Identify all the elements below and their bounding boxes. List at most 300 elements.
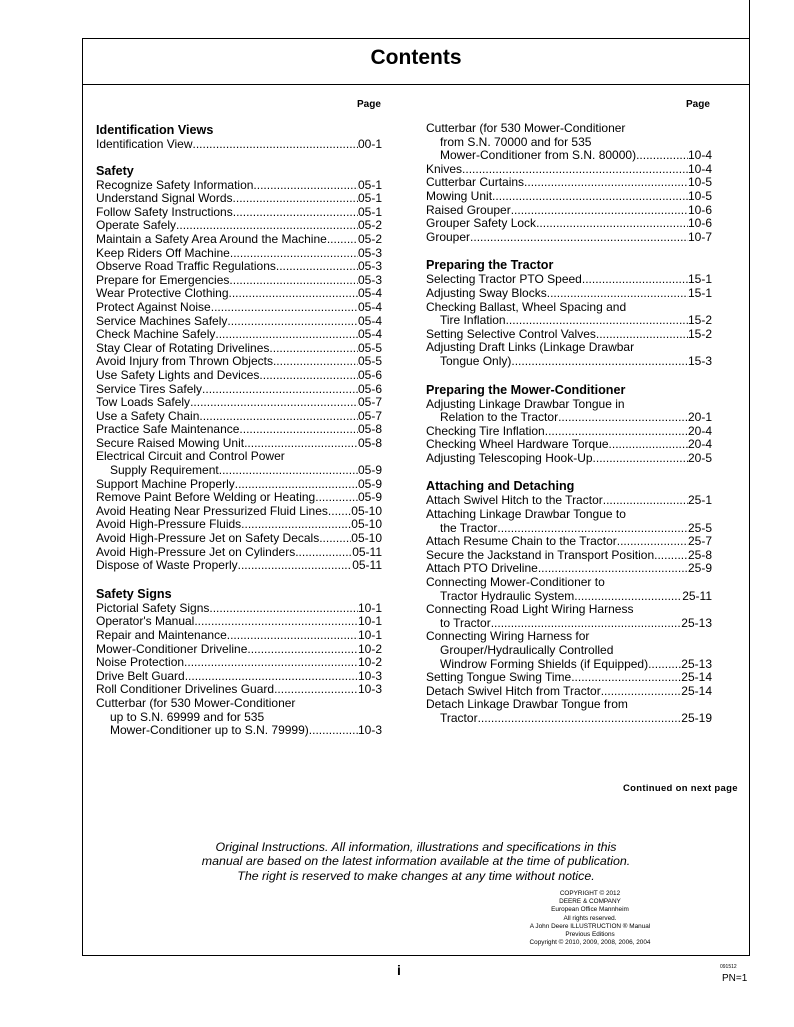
continued-note: Continued on next page bbox=[623, 783, 738, 794]
toc-entry-page: 05-6 bbox=[357, 367, 382, 382]
toc-dot-leader bbox=[176, 219, 358, 233]
toc-entry-label: Follow Safety Instructions bbox=[96, 204, 233, 219]
toc-entry-label: Attach PTO Driveline bbox=[426, 561, 538, 576]
toc-entry bbox=[426, 617, 712, 631]
toc-entry-text: Cutterbar (for 530 Mower-Conditioner bbox=[426, 121, 626, 135]
toc-dot-leader bbox=[524, 176, 688, 190]
toc-entry-page: 05-9 bbox=[357, 490, 382, 505]
toc-entry-label: Repair and Maintenance bbox=[96, 628, 227, 642]
toc-entry bbox=[96, 656, 382, 670]
toc-entry-page: 05-11 bbox=[352, 558, 382, 573]
toc-entry bbox=[96, 247, 382, 261]
copyright-line: A John Deere ILLUSTRUCTION ® Manual bbox=[529, 922, 651, 930]
toc-dot-leader bbox=[233, 206, 358, 220]
toc-entry bbox=[426, 685, 712, 699]
toc-entry bbox=[426, 217, 712, 231]
toc-entry-label: Wear Protective Clothing bbox=[96, 286, 229, 301]
toc-entry-page: 25-7 bbox=[687, 534, 712, 549]
toc-column-left bbox=[96, 115, 382, 738]
toc-dot-leader bbox=[319, 532, 351, 546]
toc-entry-label: Secure Raised Mowing Unit bbox=[96, 435, 245, 450]
toc-entry-label: Grouper bbox=[426, 229, 471, 244]
toc-entry-page: 10-2 bbox=[357, 655, 382, 670]
toc-entry bbox=[96, 315, 382, 329]
toc-entry bbox=[426, 149, 712, 163]
toc-dot-leader bbox=[230, 247, 358, 261]
toc-entry-text: Attaching Linkage Drawbar Tongue to bbox=[426, 507, 626, 522]
toc-entry bbox=[96, 559, 382, 573]
toc-dot-leader bbox=[309, 724, 358, 738]
toc-entry-page: 05-4 bbox=[357, 286, 382, 301]
toc-entry bbox=[426, 522, 712, 536]
toc-dot-leader bbox=[582, 273, 688, 287]
toc-dot-leader bbox=[571, 671, 681, 685]
section-heading: Preparing the Mower-Conditioner bbox=[426, 382, 626, 397]
toc-entry-text: Checking Ballast, Wheel Spacing and bbox=[426, 299, 627, 314]
toc-entry-label: Mowing Unit bbox=[426, 188, 493, 203]
toc-entry-page: 25-13 bbox=[681, 615, 712, 630]
toc-dot-leader bbox=[219, 464, 358, 478]
section-heading: Identification Views bbox=[96, 123, 214, 137]
toc-dot-leader bbox=[215, 328, 358, 342]
toc-dot-leader bbox=[492, 190, 688, 204]
toc-entry bbox=[426, 314, 712, 328]
toc-entry-label: Avoid Injury from Thrown Objects bbox=[96, 354, 273, 369]
toc-dot-leader bbox=[328, 505, 351, 519]
toc-entry-page: 20-4 bbox=[687, 423, 712, 438]
toc-entry bbox=[96, 724, 382, 738]
section-heading: Safety Signs bbox=[96, 586, 172, 601]
document-code: 091512 bbox=[720, 964, 737, 970]
page-number: i bbox=[397, 962, 401, 978]
toc-entry-page: 10-7 bbox=[687, 229, 712, 244]
toc-entry-page: 05-10 bbox=[351, 517, 382, 532]
page-title: Contents bbox=[370, 46, 462, 69]
toc-entry bbox=[96, 342, 382, 356]
toc-entry-label: Stay Clear of Rotating Drivelines bbox=[96, 340, 270, 355]
toc-entry-page: 10-5 bbox=[687, 175, 712, 190]
toc-entry-label: Service Machines Safely bbox=[96, 313, 228, 328]
toc-entry-label: the Tractor bbox=[440, 520, 498, 535]
toc-entry-label: Identification View bbox=[96, 137, 193, 151]
toc-entry-page: 25-8 bbox=[687, 547, 712, 562]
toc-entry-label: to Tractor bbox=[440, 615, 491, 630]
toc-entry-label: Checking Wheel Hardware Torque bbox=[426, 437, 609, 452]
toc-entry-label: Service Tires Safely bbox=[96, 381, 203, 396]
toc-entry bbox=[426, 549, 712, 563]
toc-entry-label: Operator's Manual bbox=[96, 614, 195, 629]
toc-entry-label: Mower-Conditioner up to S.N. 79999) bbox=[110, 723, 309, 738]
toc-entry-page: 05-10 bbox=[351, 503, 382, 518]
toc-dot-leader bbox=[511, 204, 688, 218]
toc-entry bbox=[426, 712, 712, 726]
toc-entry-label: Grouper Safety Lock bbox=[426, 216, 537, 231]
toc-dot-leader bbox=[227, 629, 358, 643]
toc-entry bbox=[96, 233, 382, 247]
toc-dot-leader bbox=[617, 535, 688, 549]
toc-entry-text: Detach Linkage Drawbar Tongue from bbox=[426, 697, 628, 712]
toc-entry bbox=[96, 179, 382, 193]
toc-entry bbox=[426, 190, 712, 204]
toc-entry-text: Connecting Road Light Wiring Harness bbox=[426, 602, 634, 617]
toc-entry-page: 05-9 bbox=[357, 463, 382, 478]
toc-entry bbox=[96, 546, 382, 560]
toc-entry-label: Setting Tongue Swing Time bbox=[426, 670, 572, 685]
copyright-line: DEERE & COMPANY bbox=[559, 898, 621, 906]
pn-label: PN=1 bbox=[722, 973, 748, 984]
toc-dot-leader bbox=[491, 617, 682, 631]
toc-entry-text: Connecting Wiring Harness for bbox=[426, 629, 590, 644]
toc-dot-leader bbox=[511, 355, 688, 369]
toc-entry bbox=[96, 328, 382, 342]
toc-entry-page: 15-2 bbox=[687, 326, 712, 341]
toc-dot-leader bbox=[558, 411, 688, 425]
section-spacer bbox=[426, 465, 712, 479]
crop-mark bbox=[749, 0, 750, 38]
toc-entry-text: Adjusting Draft Links (Linkage Drawbar bbox=[426, 340, 635, 355]
toc-entry-label: Keep Riders Off Machine bbox=[96, 245, 230, 260]
toc-entry-label: Support Machine Properly bbox=[96, 476, 235, 491]
toc-entry-text: Cutterbar (for 530 Mower-Conditioner bbox=[96, 695, 296, 710]
toc-dot-leader bbox=[194, 615, 358, 629]
toc-dot-leader bbox=[497, 522, 688, 536]
toc-dot-leader bbox=[574, 590, 682, 604]
disclaimer-line: Original Instructions. All information, illustrations and specifications in this bbox=[215, 840, 617, 854]
toc-entry bbox=[426, 287, 712, 301]
toc-entry-label: Supply Requirement bbox=[110, 463, 219, 478]
toc-entry bbox=[96, 683, 382, 697]
section-spacer bbox=[426, 369, 712, 383]
toc-entry-page: 05-1 bbox=[357, 177, 382, 192]
toc-entry-text: up to S.N. 69999 and for 535 bbox=[110, 709, 265, 724]
toc-entry-page: 25-11 bbox=[682, 588, 712, 603]
disclaimer-line: The right is reserved to make changes at any time without notice. bbox=[237, 868, 595, 883]
toc-dot-leader bbox=[235, 478, 358, 492]
toc-entry bbox=[96, 274, 382, 288]
toc-entry bbox=[96, 491, 382, 505]
toc-entry-label: Observe Road Traffic Regulations bbox=[96, 259, 276, 274]
toc-dot-leader bbox=[244, 437, 358, 451]
toc-entry bbox=[96, 505, 382, 519]
page-column-header-right: Page bbox=[686, 99, 710, 110]
toc-dot-leader bbox=[601, 685, 682, 699]
page-column-header-left: Page bbox=[357, 99, 381, 110]
toc-dot-leader bbox=[269, 342, 358, 356]
toc-dot-leader bbox=[229, 287, 358, 301]
copyright-line: European Office Mannheim bbox=[551, 906, 629, 914]
toc-entry-label: Maintain a Safety Area Around the Machine bbox=[96, 231, 327, 246]
toc-entry bbox=[96, 287, 382, 301]
toc-entry-label: Selecting Tractor PTO Speed bbox=[426, 272, 582, 287]
toc-entry-page: 05-2 bbox=[357, 231, 382, 246]
toc-entry-label: Prepare for Emergencies bbox=[96, 272, 230, 287]
toc-entry bbox=[426, 658, 712, 672]
toc-entry bbox=[426, 355, 712, 369]
toc-entry-page: 05-4 bbox=[357, 327, 382, 342]
toc-entry bbox=[426, 204, 712, 218]
toc-dot-leader bbox=[229, 274, 358, 288]
toc-dot-leader bbox=[238, 559, 353, 573]
toc-entry-label: Pictorial Safety Signs bbox=[96, 600, 210, 615]
toc-entry bbox=[426, 163, 712, 177]
toc-entry bbox=[426, 176, 712, 190]
toc-entry-page: 10-5 bbox=[687, 188, 712, 203]
toc-entry-label: Avoid High-Pressure Jet on Cylinders bbox=[96, 544, 296, 559]
toc-entry-page: 15-1 bbox=[687, 272, 712, 287]
toc-entry-label: Tractor bbox=[440, 710, 478, 725]
toc-entry-label: Use Safety Lights and Devices bbox=[96, 367, 260, 382]
toc-entry-page: 10-4 bbox=[687, 161, 712, 176]
toc-entry-label: Tow Loads Safely bbox=[96, 395, 191, 410]
toc-dot-leader bbox=[190, 396, 358, 410]
section-spacer bbox=[96, 573, 382, 587]
toc-entry bbox=[96, 260, 382, 274]
toc-entry-page: 10-1 bbox=[357, 628, 382, 642]
toc-entry-label: Roll Conditioner Drivelines Guard bbox=[96, 682, 275, 697]
toc-entry-label: Relation to the Tractor bbox=[440, 410, 559, 425]
toc-dot-leader bbox=[184, 656, 358, 670]
toc-entry-label: Raised Grouper bbox=[426, 202, 511, 217]
toc-entry-page: 05-1 bbox=[357, 204, 382, 219]
toc-entry-page: 25-14 bbox=[681, 670, 712, 685]
copyright-line: Copyright © 2010, 2009, 2008, 2006, 2004 bbox=[529, 939, 651, 947]
toc-entry-label: Windrow Forming Shields (if Equipped) bbox=[440, 656, 649, 671]
toc-entry-page: 05-8 bbox=[357, 435, 382, 450]
toc-entry-label: Mower-Conditioner Driveline bbox=[96, 641, 248, 656]
title-rule bbox=[82, 84, 750, 85]
section-spacer bbox=[96, 152, 382, 164]
section-heading: Preparing the Tractor bbox=[426, 258, 554, 273]
toc-entry bbox=[96, 206, 382, 220]
toc-entry bbox=[96, 423, 382, 437]
toc-entry-page: 20-1 bbox=[687, 410, 712, 425]
toc-entry-page: 10-3 bbox=[357, 682, 382, 697]
toc-entry-text: Grouper/Hydraulically Controlled bbox=[440, 643, 614, 657]
toc-dot-leader bbox=[202, 383, 358, 397]
toc-entry-label: Detach Swivel Hitch from Tractor bbox=[426, 683, 601, 698]
toc-dot-leader bbox=[648, 658, 681, 672]
toc-entry-label: Adjusting Telescoping Hook-Up bbox=[426, 450, 593, 465]
toc-dot-leader bbox=[327, 233, 358, 247]
toc-entry bbox=[96, 518, 382, 532]
toc-entry-page: 05-3 bbox=[357, 245, 382, 260]
toc-entry bbox=[96, 396, 382, 410]
toc-dot-leader bbox=[253, 179, 358, 193]
toc-entry bbox=[96, 464, 382, 478]
toc-entry-label: Understand Signal Words bbox=[96, 191, 233, 206]
toc-dot-leader bbox=[538, 562, 688, 576]
copyright-line: All rights reserved. bbox=[563, 914, 617, 922]
toc-entry-page: 15-1 bbox=[687, 285, 712, 300]
toc-entry bbox=[426, 273, 712, 287]
toc-dot-leader bbox=[654, 549, 688, 563]
toc-dot-leader bbox=[462, 163, 688, 177]
toc-entry bbox=[96, 670, 382, 684]
toc-entry bbox=[426, 438, 712, 452]
toc-dot-leader bbox=[315, 491, 358, 505]
toc-dot-leader bbox=[227, 315, 358, 329]
section-spacer bbox=[426, 244, 712, 258]
section-spacer bbox=[96, 115, 382, 123]
toc-entry-label: Operate Safely bbox=[96, 218, 177, 233]
toc-entry bbox=[96, 478, 382, 492]
toc-entry-page: 10-6 bbox=[687, 216, 712, 231]
toc-entry-page: 05-5 bbox=[357, 340, 382, 355]
toc-entry-page: 25-19 bbox=[681, 710, 712, 725]
toc-entry-label: Cutterbar Curtains bbox=[426, 175, 525, 190]
toc-entry-page: 05-7 bbox=[357, 395, 382, 410]
toc-dot-leader bbox=[241, 518, 351, 532]
toc-dot-leader bbox=[593, 452, 688, 466]
toc-entry-label: Avoid High-Pressure Fluids bbox=[96, 517, 242, 532]
toc-entry-page: 20-5 bbox=[687, 450, 712, 465]
toc-entry-label: Tire Inflation bbox=[440, 313, 506, 328]
toc-entry-page: 05-8 bbox=[357, 422, 382, 437]
toc-dot-leader bbox=[596, 328, 688, 342]
disclaimer-line: manual are based on the latest information available at the time of publication. bbox=[201, 854, 631, 869]
toc-entry bbox=[96, 355, 382, 369]
toc-entry-page: 10-2 bbox=[357, 641, 382, 656]
toc-entry bbox=[96, 615, 382, 629]
toc-entry-label: Attach Swivel Hitch to the Tractor bbox=[426, 493, 603, 508]
toc-entry-page: 10-4 bbox=[687, 148, 712, 163]
toc-dot-leader bbox=[239, 423, 358, 437]
toc-entry-page: 15-2 bbox=[687, 313, 712, 328]
toc-entry-text: Connecting Mower-Conditioner to bbox=[426, 575, 605, 590]
toc-entry bbox=[426, 328, 712, 342]
toc-entry bbox=[426, 535, 712, 549]
toc-dot-leader bbox=[609, 438, 688, 452]
toc-entry-page: 05-9 bbox=[357, 476, 382, 491]
toc-entry-label: Knives bbox=[426, 161, 463, 176]
toc-dot-leader bbox=[273, 355, 358, 369]
toc-entry bbox=[426, 452, 712, 466]
toc-entry bbox=[96, 219, 382, 233]
toc-entry bbox=[96, 643, 382, 657]
toc-entry-label: Dispose of Waste Properly bbox=[96, 558, 238, 573]
toc-dot-leader bbox=[470, 231, 688, 245]
toc-entry bbox=[426, 590, 712, 604]
toc-entry-page: 05-5 bbox=[357, 354, 382, 369]
toc-entry bbox=[96, 369, 382, 383]
toc-entry bbox=[426, 494, 712, 508]
toc-entry-page: 05-11 bbox=[352, 544, 382, 559]
toc-entry-label: Recognize Safety Information bbox=[96, 177, 254, 192]
toc-entry-page: 25-14 bbox=[681, 683, 712, 698]
toc-entry bbox=[96, 532, 382, 546]
toc-dot-leader bbox=[536, 217, 688, 231]
toc-dot-leader bbox=[545, 425, 688, 439]
toc-entry bbox=[426, 562, 712, 576]
toc-entry-text: from S.N. 70000 and for 535 bbox=[440, 134, 592, 149]
toc-entry-label: Attach Resume Chain to the Tractor bbox=[426, 534, 617, 549]
toc-entry-page: 05-1 bbox=[357, 191, 382, 206]
toc-entry-label: Remove Paint Before Welding or Heating bbox=[96, 490, 316, 505]
toc-entry-page: 05-4 bbox=[357, 299, 382, 314]
toc-dot-leader bbox=[247, 643, 358, 657]
toc-entry bbox=[96, 602, 382, 616]
toc-dot-leader bbox=[233, 192, 358, 206]
toc-entry-page: 25-1 bbox=[687, 493, 712, 508]
toc-entry bbox=[426, 425, 712, 439]
toc-entry-page: 25-5 bbox=[687, 520, 712, 535]
toc-entry-page: 05-7 bbox=[357, 408, 382, 423]
toc-entry-label: Use a Safety Chain bbox=[96, 408, 200, 423]
toc-entry-page: 15-3 bbox=[687, 353, 712, 368]
section-heading: Attaching and Detaching bbox=[426, 479, 575, 494]
toc-entry-page: 10-6 bbox=[687, 202, 712, 217]
toc-entry bbox=[96, 410, 382, 424]
toc-entry-label: Check Machine Safely bbox=[96, 327, 216, 342]
toc-entry-label: Protect Against Noise bbox=[96, 299, 211, 314]
toc-column-right bbox=[426, 122, 712, 726]
toc-entry bbox=[426, 411, 712, 425]
toc-entry-label: Mower-Conditioner from S.N. 80000) bbox=[440, 148, 637, 163]
section-heading: Safety bbox=[96, 163, 134, 178]
toc-entry bbox=[96, 138, 382, 152]
toc-dot-leader bbox=[603, 494, 688, 508]
toc-dot-leader bbox=[295, 546, 352, 560]
toc-entry-page: 10-1 bbox=[357, 600, 382, 615]
toc-entry-page: 05-4 bbox=[357, 313, 382, 328]
toc-dot-leader bbox=[274, 683, 358, 697]
toc-entry-page: 25-13 bbox=[681, 656, 712, 671]
toc-dot-leader bbox=[209, 602, 358, 616]
toc-dot-leader bbox=[199, 410, 358, 424]
toc-entry bbox=[96, 383, 382, 397]
toc-dot-leader bbox=[547, 287, 688, 301]
toc-entry-label: Tractor Hydraulic System bbox=[440, 588, 575, 603]
toc-entry-label: Avoid Heating Near Pressurized Fluid Lines bbox=[96, 503, 328, 518]
toc-dot-leader bbox=[506, 314, 688, 328]
toc-entry bbox=[426, 231, 712, 245]
toc-entry-page: 05-6 bbox=[357, 381, 382, 396]
toc-entry-text: Electrical Circuit and Control Power bbox=[96, 449, 285, 464]
toc-entry-page: 10-3 bbox=[357, 723, 382, 738]
toc-entry-page: 05-3 bbox=[357, 272, 382, 287]
toc-entry-page: 00-1 bbox=[357, 137, 382, 151]
toc-dot-leader bbox=[276, 260, 358, 274]
toc-entry-page: 05-10 bbox=[351, 531, 382, 546]
toc-entry-page: 20-4 bbox=[687, 437, 712, 452]
toc-entry bbox=[96, 437, 382, 451]
toc-dot-leader bbox=[185, 670, 358, 684]
toc-entry-label: Secure the Jackstand in Transport Position bbox=[426, 547, 655, 562]
toc-entry-label: Setting Selective Control Valves bbox=[426, 326, 596, 341]
toc-entry-label: Drive Belt Guard bbox=[96, 668, 185, 683]
toc-entry-page: 05-2 bbox=[357, 218, 382, 233]
toc-entry-label: Avoid High-Pressure Jet on Safety Decals bbox=[96, 531, 320, 546]
toc-entry-label: Adjusting Sway Blocks bbox=[426, 285, 547, 300]
toc-dot-leader bbox=[259, 369, 358, 383]
toc-entry bbox=[96, 301, 382, 315]
toc-entry bbox=[96, 192, 382, 206]
toc-entry-label: Noise Protection bbox=[96, 655, 185, 670]
copyright-line: Previous Editions bbox=[565, 931, 615, 939]
toc-dot-leader bbox=[211, 301, 358, 315]
toc-entry-label: Practice Safe Maintenance bbox=[96, 422, 240, 437]
toc-entry-page: 10-3 bbox=[357, 668, 382, 683]
toc-dot-leader bbox=[193, 138, 358, 152]
toc-dot-leader bbox=[636, 149, 688, 163]
toc-entry-page: 25-9 bbox=[687, 561, 712, 576]
toc-entry-label: Tongue Only) bbox=[440, 353, 512, 368]
toc-entry-text: Adjusting Linkage Drawbar Tongue in bbox=[426, 396, 625, 411]
toc-dot-leader bbox=[478, 712, 682, 726]
toc-entry bbox=[426, 671, 712, 685]
copyright-block bbox=[480, 890, 700, 947]
toc-entry bbox=[96, 629, 382, 643]
